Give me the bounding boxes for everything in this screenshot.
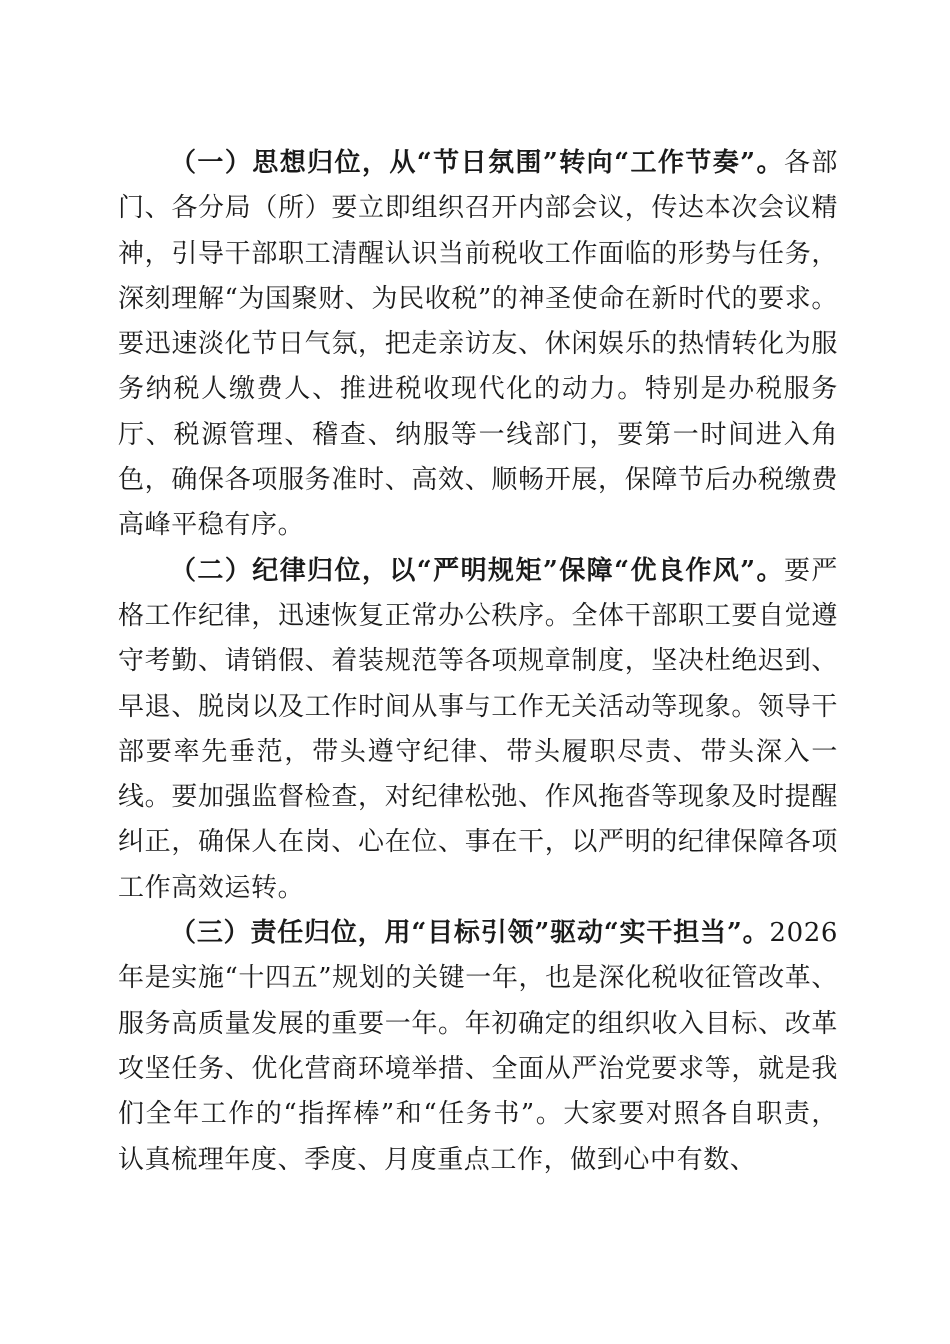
paragraph-1-heading: （一）思想归位，从“节日氛围”转向“工作节奏”。 <box>170 148 784 178</box>
paragraph-3-body: 2026年是实施“十四五”规划的关键一年，也是深化税收征管改革、服务高质量发展的重要一年。年初确定的组织收入目标、改革攻坚任务、优化营商环境举措、全面从严治党要求等，就是我们全年工作的“指挥棒”和“任务书”。大家要对照各自职责，认真梳理年度、季度、月度重点工作，做到心中有数、 <box>118 918 838 1175</box>
paragraph-2 <box>118 549 838 911</box>
paragraph-2-body: 要严格工作纪律，迅速恢复正常办公秩序。全体干部职工要自觉遵守考勤、请销假、着装规范等各项规章制度，坚决杜绝迟到、早退、脱岗以及工作时间从事与工作无关活动等现象。领导干部要率先垂范，带头遵守纪律、带头履职尽责、带头深入一线。要加强监督检查，对纪律松弛、作风拖沓等现象及时提醒纠正，确保人在岗、心在位、事在干，以严明的纪律保障各项工作高效运转。 <box>118 555 838 903</box>
document-body <box>118 141 838 1183</box>
paragraph-2-heading: （二）纪律归位，以“严明规矩”保障“优良作风”。 <box>170 555 784 586</box>
paragraph-3 <box>118 911 838 1183</box>
paragraph-3-heading: （三）责任归位，用“目标引领”驱动“实干担当”。 <box>170 918 770 949</box>
paragraph-1 <box>118 141 838 549</box>
paragraph-1-body: 各部门、各分局（所）要立即组织召开内部会议，传达本次会议精神，引导干部职工清醒认识当前税收工作面临的形势与任务，深刻理解“为国聚财、为民收税”的神圣使命在新时代的要求。要迅速淡化节日气氛，把走亲访友、休闲娱乐的热情转化为服务纳税人缴费人、推进税收现代化的动力。特别是办税服务厅、税源管理、稽查、纳服等一线部门，要第一时间进入角色，确保各项服务准时、高效、顺畅开展，保障节后办税缴费高峰平稳有序。 <box>118 148 838 541</box>
